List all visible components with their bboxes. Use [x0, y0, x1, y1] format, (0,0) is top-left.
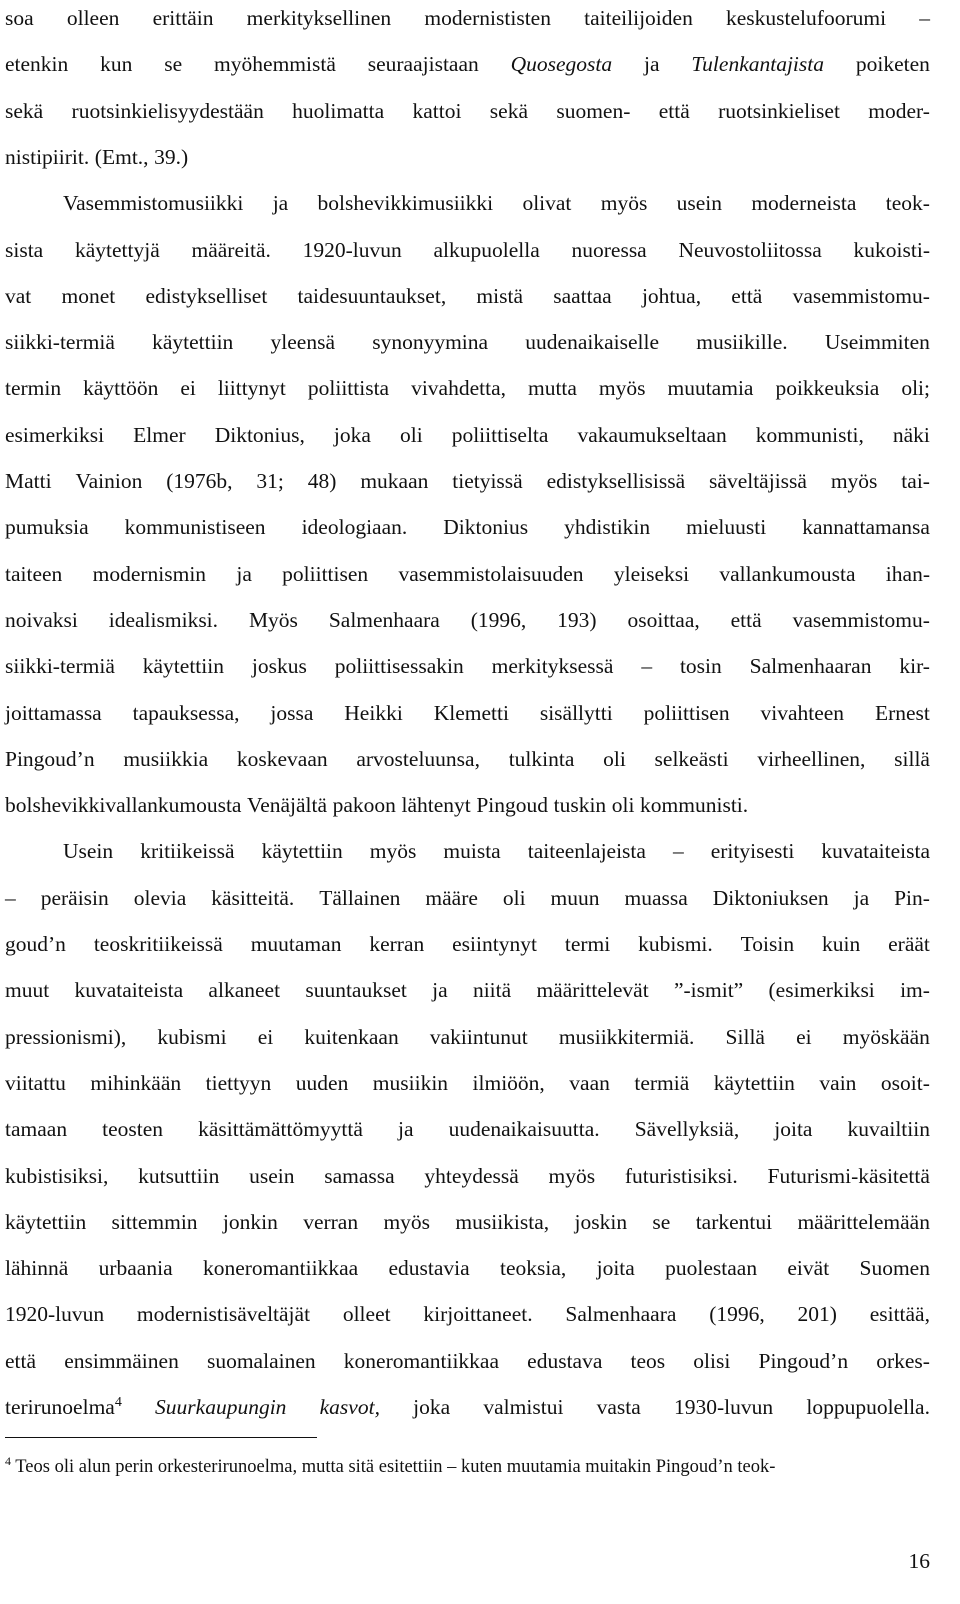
footnote-separator — [5, 1437, 317, 1438]
text-line: – peräisin olevia käsitteitä. Tällainen määre oli muun muassa Diktoniuksen ja Pin- — [5, 885, 930, 910]
text-line: joittamassa tapauksessa, jossa Heikki Klemetti sisällytti poliittisen vivahteen Ernest — [5, 700, 930, 725]
text-line: nistipiirit. (Emt., 39.) — [5, 144, 189, 169]
text-line: siikki-termiä käytettiin joskus poliittisessakin merkityksessä – tosin Salmenhaaran kir- — [5, 654, 930, 679]
text-line: viitattu mihinkään tiettyyn uuden musiikin ilmiöön, vaan termiä käytettiin vain osoit- — [5, 1070, 930, 1095]
text-line: termin käyttöön ei liittynyt poliittista vivahdetta, mutta myös muutamia poikkeuksia oli; — [5, 376, 930, 401]
page-number: 16 — [908, 1549, 930, 1573]
text-line: terirunoelma$^4$ Suurkaupungin kasvot, joka valmistui vasta 1930-luvun loppupuolella. — [5, 1394, 930, 1419]
text-line: sista käytettyjä määreitä. 1920-luvun alkupuolella nuoressa Neuvostoliitossa kukoisti- — [5, 237, 930, 262]
footnote — [5, 1452, 930, 1482]
text-line: lähinnä urbaania koneromantiikkaa edustavia teoksia, joita puolestaan eivät Suomen — [5, 1256, 930, 1281]
text-line: sekä ruotsinkielisyydestään huolimatta kattoi sekä suomen- että ruotsinkieliset moder- — [5, 98, 930, 123]
text-line: goud’n teoskritiikeissä muutaman kerran esiintynyt termi kubismi. Toisin kuin eräät — [5, 932, 930, 956]
text-line: Usein kritiikeissä käytettiin myös muista taiteenlajeista – erityisesti kuvataiteista — [63, 839, 930, 864]
text-line: pressionismi), kubismi ei kuitenkaan vakiintunut musiikkitermiä. Sillä ei myöskään — [5, 1024, 930, 1049]
text-line: Vasemmistomusiikki ja bolshevikkimusiikki olivat myös usein moderneista teok- — [63, 191, 930, 216]
text-line: Matti Vainion (1976b, 31; 48) mukaan tietyissä edistyksellisissä säveltäjissä myös tai- — [5, 469, 930, 493]
text-line: että ensimmäinen suomalainen koneromantiikkaa edustava teos olisi Pingoud’n orkes- — [5, 1348, 930, 1373]
text-line: vat monet edistykselliset taidesuuntaukset, mistä saattaa johtua, että vasemmistomu- — [5, 283, 930, 308]
text-line: siikki-termiä käytettiin yleensä synonyymina uudenaikaiselle musiikille. Useimmiten — [5, 330, 930, 355]
footnote-text: Teos oli alun perin orkesterirunoelma, mutta sitä esitettiin – kuten muutamia muitakin Pingoud’n teok- — [15, 1457, 776, 1477]
text-line: bolshevikkivallankumousta Venäjältä pakoon lähtenyt Pingoud tuskin oli kommunisti. — [5, 793, 749, 818]
text-line: esimerkiksi Elmer Diktonius, joka oli poliittiselta vakaumukseltaan kommunisti, näki — [5, 422, 930, 447]
text-line: etenkin kun se myöhemmistä seuraajistaan Quosegosta ja Tulenkantajista poiketen — [5, 52, 930, 77]
text-line: noivaksi idealismiksi. Myös Salmenhaara (1996, 193) osoittaa, että vasemmistomu- — [5, 607, 930, 632]
text-line: muut kuvataiteista alkaneet suuntaukset ja niitä määrittelevät ”-ismit” (esimerkiksi im- — [5, 978, 930, 1003]
text-line: soa olleen erittäin merkityksellinen modernististen taiteilijoiden keskustelufoorumi – — [5, 6, 930, 30]
text-line: pumuksia kommunistiseen ideologiaan. Diktonius yhdistikin mieluusti kannattamansa — [5, 515, 930, 540]
text-line: kubistisiksi, kutsuttiin usein samassa yhteydessä myös futuristisiksi. Futurismi-käsitettä — [5, 1163, 930, 1188]
text-line: taiteen modernismin ja poliittisen vasemmistolaisuuden yleiseksi vallankumousta ihan- — [5, 561, 930, 586]
text-line: tamaan teosten käsittämättömyyttä ja uudenaikaisuutta. Sävellyksiä, joita kuvailtiin — [5, 1117, 930, 1142]
text-line: käytettiin sittemmin jonkin verran myös musiikista, joskin se tarkentui määrittelemään — [5, 1209, 930, 1234]
footnote-marker: 4 — [5, 1453, 11, 1468]
text-line: 1920-luvun modernistisäveltäjät olleet kirjoittaneet. Salmenhaara (1996, 201) esittää, — [5, 1302, 930, 1327]
text-line: Pingoud’n musiikkia koskevaan arvosteluunsa, tulkinta oli selkeästi virheellinen, sillä — [5, 746, 930, 771]
